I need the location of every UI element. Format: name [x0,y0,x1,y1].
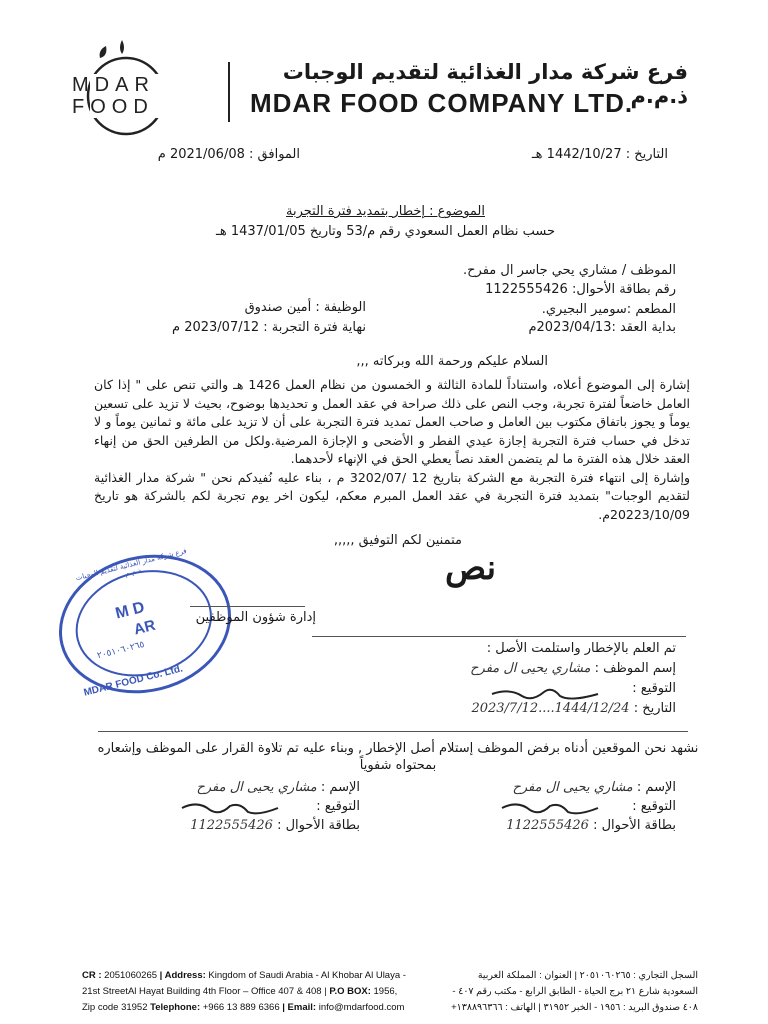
employee-id-row [380,282,676,297]
employee-id-label: رقم بطاقة الأحوال: [571,282,676,297]
footer-address-value: Kingdom of Saudi Arabia - Al Khobar Al Ulaya - [208,970,406,981]
witness1-id-row [460,816,676,835]
footer-pobox-value: 1956, [373,986,398,997]
ack-name-value: مشاري يحيى ال مفرح [470,661,591,676]
witness2-signature-label: التوقيع : [316,799,360,814]
stamp-arc-text: فرع شركة مدار الغذائية لتقديم الوجبات ذ.م.م [74,546,188,583]
employee-restaurant: المطعم :سومير البجيري. [541,302,676,317]
stamp-center-line2: AR [132,616,158,639]
header-divider [228,62,230,122]
footer-ar-line1: السجل التجاري : ٢٠٥١٠٦٠٢٦٥ | العنوان : المملكة العربية [477,970,698,981]
footer-phone-label: Telephone: [150,1002,203,1013]
ack-date-value: 2023/7/12....1444/12/24 [471,701,630,716]
witness2-signature-icon [180,794,280,818]
footer-address-label: | Address: [157,970,209,981]
logo-line2: FOOD [72,96,154,118]
footer-en-line3 [82,1000,432,1016]
ack-signature-label: التوقيع : [632,681,676,696]
witness1-signature-label: التوقيع : [632,799,676,814]
footer-email-label: | Email: [279,1002,319,1013]
footer-ar-line2: السعودية شارع ٢١ برج الحياة - الطابق الرابع - مكتب رقم ٤٠٧ - [452,986,698,997]
witness2-id-value: 1122555426 [190,818,273,833]
witness2-id-row [142,816,360,835]
probation-end: نهاية فترة التجربة : 2023/07/12 م [172,320,366,335]
footer-phone-value: +966 13 889 6366 [202,1002,280,1013]
logo [62,38,202,138]
paragraph-2: وإشارة إلى انتهاء فترة التجربة مع الشركة بتاريخ 12 /3202/07 م ، بناء عليه نُفيدكم نحن " شركة مدار الغذائية لتقديم الوجبات" بتمديد فترة التجربة في عقد العمل المبرم معكم، ليكون اخر يوم تجربة لكم بالشركة هو تاريخ 20223/10/09م. [94,469,691,522]
witness1-name-label: الإسم : [636,780,676,795]
department-name: إدارة شؤون الموظفين [195,610,316,625]
ack-name-label: إسم الموظف : [594,661,676,676]
stamp-bottom-text: MDAR FOOD Co. Ltd. [82,663,184,699]
employee-job: الوظيفة : أمين صندوق [244,300,366,315]
date-gregorian: الموافق : 2021/06/08 م [157,147,300,162]
footer-en-line2 [82,984,432,1000]
witness1-id-label: بطاقة الأحوال : [593,818,676,833]
company-name-english: MDAR FOOD COMPANY LTD. [250,88,634,118]
date-hijri: التاريخ : 1442/10/27 هـ [531,147,668,162]
ack-divider [312,636,686,637]
letter-body [94,376,690,524]
signature-text: نص [445,548,497,588]
logo-line1: MDAR [72,74,155,96]
subject-line1: الموضوع : إخطار بتمديد فترة التجربة [286,204,485,219]
contract-start: بداية العقد :2023/04/13م [528,320,676,335]
subject-line2: حسب نظام العمل السعودي رقم م/53 وتاريخ 1437/01/05 هـ [216,224,555,239]
greeting: السلام عليكم ورحمة الله وبركاته ,,, [356,354,548,369]
refusal-divider [98,731,688,732]
ack-title: تم العلم بالإخطار واستلمت الأصل : [486,641,676,656]
employee-id-value: 1122555426 [485,282,568,297]
footer-arabic [448,968,698,1016]
footer-pobox-label: P.O BOX: [329,986,374,997]
stamp-center-line1: M D [113,598,147,623]
ack-name-row [380,661,676,676]
witness2-name-label: الإسم : [320,780,360,795]
closing: متمنين لكم التوفيق ,,,,, [333,533,462,548]
footer-email-link[interactable]: info@mdarfood.com [318,1002,405,1013]
footer-ar-line3: ٤٠٨ صندوق البريد : ١٩٥٦ - الخبر ٣١٩٥٢ | الهاتف : ١٣٨٨٩٦٣٦٦+ [451,1002,698,1013]
footer-english [82,968,432,1016]
employee-name: الموظف / مشاري يحي جاسر ال مفرح. [463,263,676,278]
footer-cr-value: 2051060265 [104,970,158,981]
footer-en-line1 [82,968,432,984]
witness2-name-value: مشاري يحيى ال مفرح [196,780,317,795]
company-name-arabic: فرع شركة مدار الغذائية لتقديم الوجبات ذ.م.م [282,60,688,108]
witness2-id-label: بطاقة الأحوال : [277,818,360,833]
ack-date-row [400,701,676,716]
footer-zip: Zip code 31952 [82,1002,151,1013]
footer-cr-label: CR : [82,970,105,981]
stamp-number: ٢٠٥١٠٦٠٢٦٥ [96,639,146,662]
ack-date-label: التاريخ : [633,701,676,716]
department-line [190,606,305,607]
witness1-name-value: مشاري يحيى ال مفرح [512,780,633,795]
witness1-id-value: 1122555426 [506,818,589,833]
refusal-statement: نشهد نحن الموقعين أدناه برفض الموظف إستلام أصل الإخطار , وبناء عليه تم تلاوة القرار على الموظف وإشعاره بمحتواه شفوياً [97,741,699,773]
witness1-signature-icon [500,794,600,818]
paragraph-1: إشارة إلى الموضوع أعلاه، واستناداً للمادة الثالثة و الخمسون من نظام العمل 1426 هـ والتي تنص على " إذا كان العامل خاضعاً لفترة تجربة، وجب النص على ذلك صراحة في عقد العمل و تحديدها بوضوح، بحيث لا تزيد على تسعين يوماً و يجوز باتفاق مكتوب بين العامل و صاحب العمل تمديد فترة التجربة على أن لا تزيد على مائة و ثمانين يوماً و لا تدخل في حساب فترة التجربة إجازة عيدي الفطر و الأضحى و الإجازة المرضية.ولكل من الطرفين الحق من إنهاء العقد خلال هذه الفترة ما لم يتضمن العقد نصاً يعطي الحق في الإنهاء لأحدهما. [94,377,690,466]
footer-address-line2: 21st StreetAl Hayat Building 4th Floor – Office 407 & 408 | [82,986,330,997]
